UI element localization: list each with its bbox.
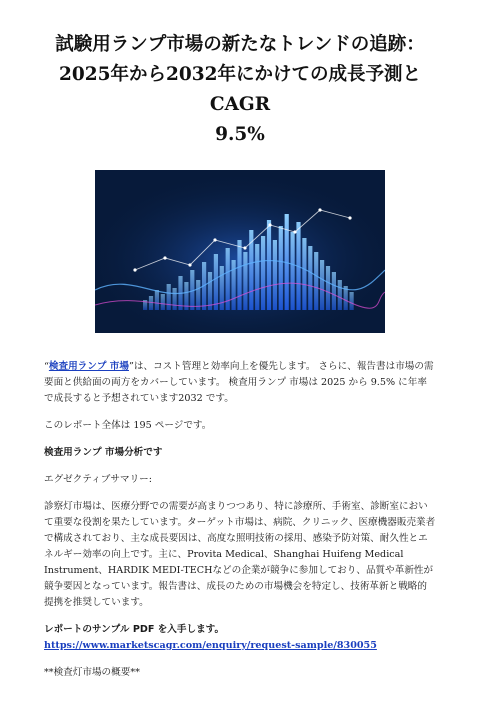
hero-dot xyxy=(213,238,216,241)
hero-bar xyxy=(161,294,165,310)
hero-bar xyxy=(273,240,277,310)
hero-dot xyxy=(243,246,246,249)
hero-bar xyxy=(232,260,236,310)
hero-bar xyxy=(155,290,159,310)
overview-heading: **検査灯市場の概要** xyxy=(44,667,140,678)
hero-bar xyxy=(237,240,241,310)
market-link[interactable]: 検査用ランプ 市場 xyxy=(48,361,129,372)
document-body xyxy=(44,359,436,681)
summary-paragraph: 診察灯市場は、医療分野での需要が高まりつつあり、特に診療所、手術室、診断室において重要な役割を果たしています。ターゲット市場は、病院、クリニック、医療機器販売業者で構成されており、主な成長要因は、高度な照明技術の採用、感染予防対策、耐久性とエネルギー効率の向上です。主に、Provita Medical、Shanghai Huifeng Medical Instrument、HARDIK MEDI-TECHなどの企業が競争に参加しており、品質や革新性が競争要因となっています。報告書は、成長のための市場機会を特定し、技術革新と戦略的提携を推奨しています。 xyxy=(44,501,436,608)
hero-dot xyxy=(293,230,296,233)
intro-text: ”は、コスト管理と効率向上を優先します。 さらに、報告書は市場の需要面と供給面の両方をカバーしています。 検査用ランプ 市場は 2025 から 9.5% に年率で成長すると予想されています2032 です。 xyxy=(44,361,434,404)
quote-open: “ xyxy=(44,361,49,372)
title-line-1: 試験用ランプ市場の新たなトレンドの追跡： xyxy=(55,34,425,55)
hero-bar xyxy=(167,284,171,310)
hero-bar xyxy=(320,260,324,310)
hero-bar xyxy=(196,280,200,310)
hero-chart-image xyxy=(95,170,385,333)
exec-summary-label: エグゼクティブサマリー: xyxy=(44,474,152,485)
hero-bar xyxy=(291,232,295,310)
page-title xyxy=(44,30,436,150)
title-line-3: 9.5% xyxy=(215,124,265,145)
hero-bar xyxy=(308,246,312,310)
hero-dot xyxy=(188,263,191,266)
hero-bar xyxy=(302,238,306,310)
hero-dot xyxy=(348,216,351,219)
sample-label: レポートのサンプル PDF を入手します。 xyxy=(44,624,225,635)
hero-bar xyxy=(261,236,265,310)
hero-bar xyxy=(332,272,336,310)
document-page xyxy=(0,30,480,709)
hero-bar xyxy=(243,252,247,310)
hero-bar xyxy=(255,244,259,310)
hero-dot xyxy=(133,268,136,271)
hero-bar xyxy=(326,266,330,310)
hero-dot xyxy=(268,223,271,226)
pages-line: このレポート全体は 195 ページです。 xyxy=(44,420,212,431)
hero-bar xyxy=(279,226,283,310)
intro-paragraph xyxy=(44,359,436,407)
hero-bar xyxy=(267,220,271,310)
hero-bar xyxy=(214,254,218,310)
analysis-heading: 検査用ランプ 市場分析です xyxy=(44,447,163,458)
hero-dot xyxy=(163,256,166,259)
hero-bar xyxy=(350,292,354,310)
hero-bar xyxy=(314,252,318,310)
hero-bar xyxy=(173,288,177,310)
hero-bar xyxy=(338,280,342,310)
sample-request xyxy=(44,622,436,654)
hero-bar xyxy=(208,272,212,310)
title-line-2: 2025年から2032年にかけての成長予測とCAGR xyxy=(59,64,421,115)
sample-link[interactable]: https://www.marketscagr.com/enquiry/request-sample/830055 xyxy=(44,640,377,651)
hero-dot xyxy=(318,208,321,211)
